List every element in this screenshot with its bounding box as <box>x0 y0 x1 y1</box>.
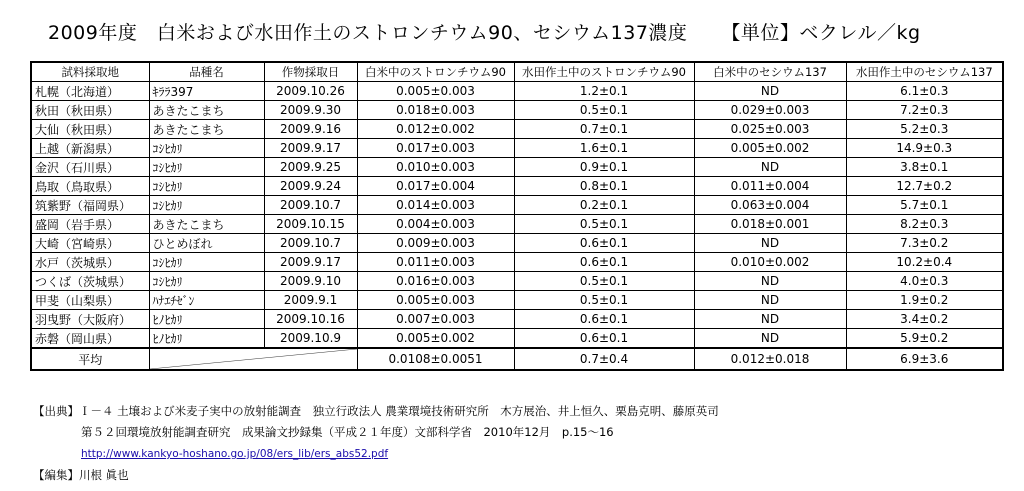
cell-date: 2009.9.1 <box>264 291 357 310</box>
cell-cs-rice: ND <box>694 234 846 253</box>
cell-sr-rice: 0.011±0.003 <box>357 253 514 272</box>
cell-date: 2009.10.15 <box>264 215 357 234</box>
col-header-cs-soil: 水田作土中のセシウム137 <box>846 62 1003 82</box>
cell-variety: あきたこまち <box>149 101 264 120</box>
cell-sr-rice: 0.010±0.003 <box>357 158 514 177</box>
cell-cs-rice: 0.025±0.003 <box>694 120 846 139</box>
cell-cs-soil: 7.2±0.3 <box>846 101 1003 120</box>
cell-sr-soil: 1.6±0.1 <box>514 139 694 158</box>
average-blank-cell <box>149 348 357 370</box>
cell-cs-rice: 0.005±0.002 <box>694 139 846 158</box>
col-header-date: 作物採取日 <box>264 62 357 82</box>
source-link[interactable]: http://www.kankyo-hoshano.go.jp/08/ers_lib/ers_abs52.pdf <box>81 448 389 460</box>
cell-variety: ｺｼﾋｶﾘ <box>149 177 264 196</box>
col-header-location: 試料採取地 <box>31 62 149 82</box>
cell-cs-soil: 1.9±0.2 <box>846 291 1003 310</box>
table-row <box>31 234 1003 253</box>
cell-sr-soil: 0.5±0.1 <box>514 215 694 234</box>
header-row <box>31 62 1003 82</box>
average-sr-soil: 0.7±0.4 <box>514 348 694 370</box>
cell-sr-soil: 0.2±0.1 <box>514 196 694 215</box>
cell-sr-rice: 0.017±0.004 <box>357 177 514 196</box>
cell-sr-soil: 0.6±0.1 <box>514 253 694 272</box>
table-body <box>31 82 1003 349</box>
cell-location: 札幌（北海道） <box>31 82 149 101</box>
cell-cs-rice: 0.063±0.004 <box>694 196 846 215</box>
cell-sr-rice: 0.005±0.003 <box>357 291 514 310</box>
cell-date: 2009.9.30 <box>264 101 357 120</box>
cell-cs-rice: ND <box>694 158 846 177</box>
cell-date: 2009.10.7 <box>264 196 357 215</box>
cell-date: 2009.10.26 <box>264 82 357 101</box>
cell-sr-soil: 0.5±0.1 <box>514 101 694 120</box>
cell-cs-rice: 0.010±0.002 <box>694 253 846 272</box>
cell-date: 2009.10.9 <box>264 329 357 349</box>
cell-sr-rice: 0.005±0.002 <box>357 329 514 349</box>
cell-cs-rice: ND <box>694 329 846 349</box>
page-title <box>48 18 921 45</box>
cell-cs-rice: ND <box>694 82 846 101</box>
source-line-1: 【出典】Ｉ－４ 土壌および米麦子実中の放射能調査 独立行政法人 農業環境技術研究所 木方展治、井上恒久、栗島克明、藤原英司 <box>33 404 719 418</box>
cell-sr-soil: 0.9±0.1 <box>514 158 694 177</box>
cell-cs-soil: 5.2±0.3 <box>846 120 1003 139</box>
cell-sr-soil: 0.6±0.1 <box>514 329 694 349</box>
col-header-sr-rice: 白米中のストロンチウム90 <box>357 62 514 82</box>
cell-cs-rice: ND <box>694 310 846 329</box>
cell-sr-soil: 1.2±0.1 <box>514 82 694 101</box>
table-row <box>31 196 1003 215</box>
cell-date: 2009.10.16 <box>264 310 357 329</box>
col-header-cs-rice: 白米中のセシウム137 <box>694 62 846 82</box>
col-header-variety: 品種名 <box>149 62 264 82</box>
title-text: 2009年度 白米および水田作土のストロンチウム90、セシウム137濃度 <box>48 22 688 44</box>
cell-variety: ｷﾗﾗ397 <box>149 82 264 101</box>
cell-date: 2009.9.17 <box>264 139 357 158</box>
cell-sr-soil: 0.8±0.1 <box>514 177 694 196</box>
cell-sr-soil: 0.7±0.1 <box>514 120 694 139</box>
cell-date: 2009.9.25 <box>264 158 357 177</box>
cell-cs-soil: 5.7±0.1 <box>846 196 1003 215</box>
cell-sr-rice: 0.009±0.003 <box>357 234 514 253</box>
cell-sr-rice: 0.004±0.003 <box>357 215 514 234</box>
cell-cs-soil: 14.9±0.3 <box>846 139 1003 158</box>
cell-variety: ﾋﾉﾋｶﾘ <box>149 310 264 329</box>
cell-location: 水戸（茨城県） <box>31 253 149 272</box>
table-row <box>31 272 1003 291</box>
diagonal-line <box>150 349 357 369</box>
cell-cs-soil: 4.0±0.3 <box>846 272 1003 291</box>
table-row <box>31 215 1003 234</box>
cell-date: 2009.9.17 <box>264 253 357 272</box>
cell-cs-soil: 7.3±0.2 <box>846 234 1003 253</box>
cell-sr-rice: 0.017±0.003 <box>357 139 514 158</box>
cell-cs-rice: 0.018±0.001 <box>694 215 846 234</box>
editor-line: 【編集】川根 眞也 <box>33 468 129 482</box>
table-row <box>31 101 1003 120</box>
col-header-sr-soil: 水田作土中のストロンチウム90 <box>514 62 694 82</box>
table-row <box>31 158 1003 177</box>
cell-cs-soil: 8.2±0.3 <box>846 215 1003 234</box>
average-sr-rice: 0.0108±0.0051 <box>357 348 514 370</box>
cell-location: つくば（茨城県） <box>31 272 149 291</box>
cell-sr-rice: 0.014±0.003 <box>357 196 514 215</box>
cell-sr-rice: 0.005±0.003 <box>357 82 514 101</box>
cell-cs-soil: 6.1±0.3 <box>846 82 1003 101</box>
cell-location: 鳥取（鳥取県） <box>31 177 149 196</box>
cell-cs-soil: 5.9±0.2 <box>846 329 1003 349</box>
cell-location: 羽曳野（大阪府） <box>31 310 149 329</box>
cell-sr-rice: 0.012±0.002 <box>357 120 514 139</box>
source-block <box>33 401 719 486</box>
cell-date: 2009.9.24 <box>264 177 357 196</box>
table-row <box>31 310 1003 329</box>
unit-label: 【単位】ベクレル／kg <box>721 22 921 44</box>
cell-cs-soil: 12.7±0.2 <box>846 177 1003 196</box>
cell-date: 2009.10.7 <box>264 234 357 253</box>
cell-cs-soil: 3.8±0.1 <box>846 158 1003 177</box>
cell-location: 大崎（宮崎県） <box>31 234 149 253</box>
average-cs-soil: 6.9±3.6 <box>846 348 1003 370</box>
cell-cs-rice: 0.029±0.003 <box>694 101 846 120</box>
table-row <box>31 291 1003 310</box>
average-row <box>31 348 1003 370</box>
table-row <box>31 82 1003 101</box>
table-row <box>31 253 1003 272</box>
cell-location: 甲斐（山梨県） <box>31 291 149 310</box>
data-table <box>30 61 1004 371</box>
cell-variety: ﾋﾉﾋｶﾘ <box>149 329 264 349</box>
cell-location: 秋田（秋田県） <box>31 101 149 120</box>
cell-sr-rice: 0.007±0.003 <box>357 310 514 329</box>
cell-location: 筑紫野（福岡県） <box>31 196 149 215</box>
table-row <box>31 139 1003 158</box>
cell-variety: ｺｼﾋｶﾘ <box>149 253 264 272</box>
cell-sr-soil: 0.6±0.1 <box>514 310 694 329</box>
cell-variety: ｺｼﾋｶﾘ <box>149 196 264 215</box>
cell-location: 盛岡（岩手県） <box>31 215 149 234</box>
cell-sr-soil: 0.5±0.1 <box>514 272 694 291</box>
cell-cs-soil: 10.2±0.4 <box>846 253 1003 272</box>
cell-sr-rice: 0.016±0.003 <box>357 272 514 291</box>
table-row <box>31 329 1003 349</box>
cell-sr-soil: 0.5±0.1 <box>514 291 694 310</box>
cell-variety: あきたこまち <box>149 120 264 139</box>
cell-cs-soil: 3.4±0.2 <box>846 310 1003 329</box>
cell-location: 上越（新潟県） <box>31 139 149 158</box>
cell-variety: ひとめぼれ <box>149 234 264 253</box>
source-line-2: 第５２回環境放射能調査研究 成果論文抄録集（平成２１年度）文部科学省 2010年12月 p.15～16 <box>81 425 614 439</box>
cell-variety: あきたこまち <box>149 215 264 234</box>
cell-date: 2009.9.16 <box>264 120 357 139</box>
cell-cs-rice: ND <box>694 272 846 291</box>
cell-variety: ｺｼﾋｶﾘ <box>149 158 264 177</box>
cell-variety: ｺｼﾋｶﾘ <box>149 139 264 158</box>
table-row <box>31 120 1003 139</box>
cell-location: 大仙（秋田県） <box>31 120 149 139</box>
cell-cs-rice: ND <box>694 291 846 310</box>
cell-location: 赤磐（岡山県） <box>31 329 149 349</box>
average-cs-rice: 0.012±0.018 <box>694 348 846 370</box>
cell-sr-soil: 0.6±0.1 <box>514 234 694 253</box>
cell-date: 2009.9.10 <box>264 272 357 291</box>
table-row <box>31 177 1003 196</box>
cell-location: 金沢（石川県） <box>31 158 149 177</box>
cell-sr-rice: 0.018±0.003 <box>357 101 514 120</box>
cell-variety: ｺｼﾋｶﾘ <box>149 272 264 291</box>
cell-variety: ﾊﾅｴﾁｾﾞﾝ <box>149 291 264 310</box>
average-label: 平均 <box>31 348 149 370</box>
cell-cs-rice: 0.011±0.004 <box>694 177 846 196</box>
